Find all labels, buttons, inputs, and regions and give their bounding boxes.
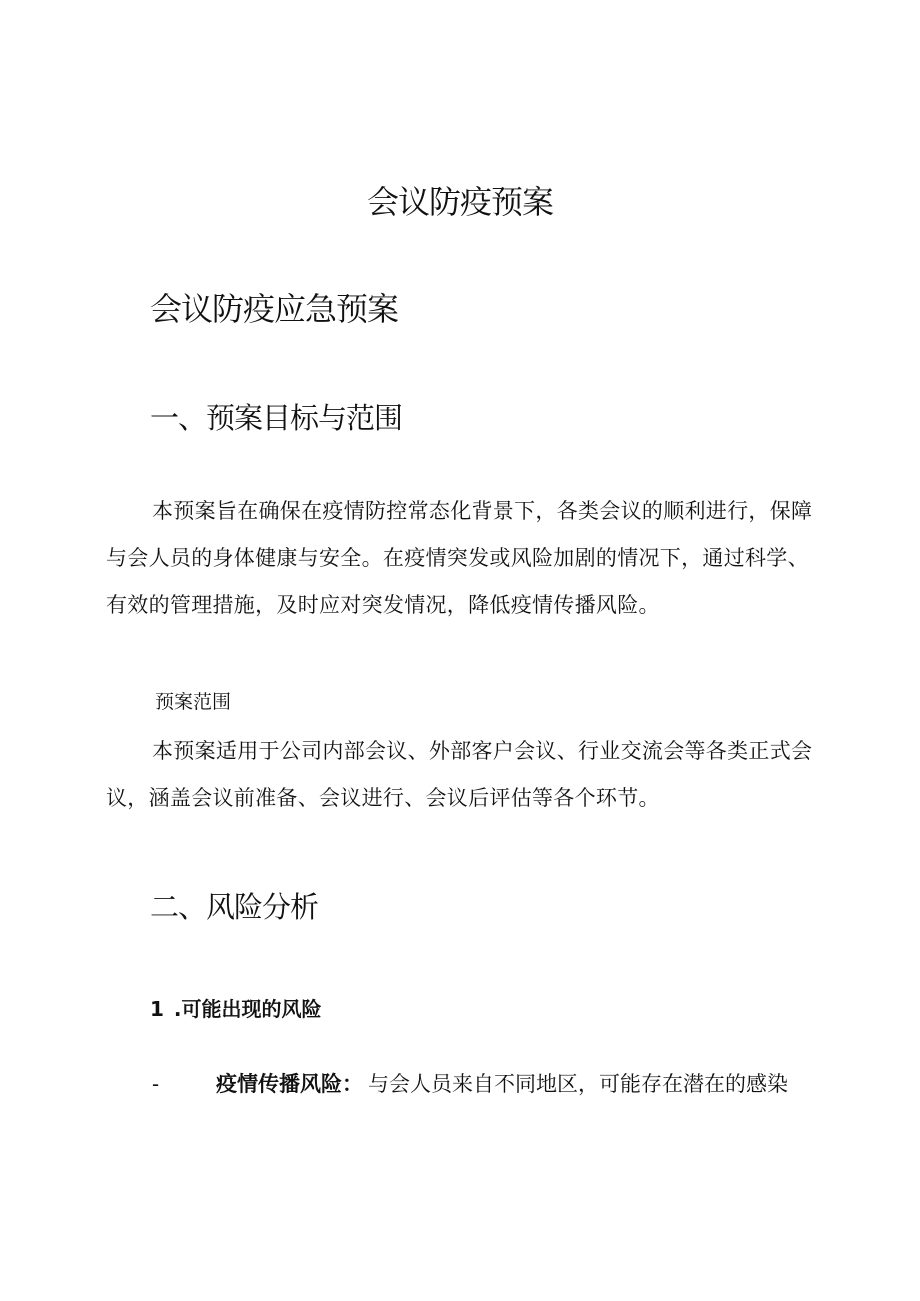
bullet-text: 与会人员来自不同地区，可能存在潜在的感染 [368,1072,788,1096]
bullet-marker: - [152,1072,160,1096]
scope-paragraph-text: 本预案适用于公司内部会议、外部客户会议、行业交流会等各类正式会议，涵盖会议前准备、会议进行、会议后评估等各个环节。 [106,739,813,810]
section-heading-goals-scope: 一、预案目标与范围 [150,401,403,435]
section-heading-risk-analysis: 二、风险分析 [150,890,319,924]
item-number: 1 [150,997,164,1021]
bullet-label: 疫情传播风险： [216,1072,363,1096]
item-title: .可能出现的风险 [173,997,322,1021]
numbered-item-possible-risks [150,995,322,1023]
goals-paragraph-text: 本预案旨在确保在疫情防控常态化背景下，各类会议的顺利进行，保障与会人员的身体健康与安全。在疫情突发或风险加剧的情况下，通过科学、有效的管理措施，及时应对突发情况，降低疫情传播风险。 [106,499,813,617]
scope-paragraph [106,728,826,822]
bullet-item-transmission-risk [152,1064,832,1104]
scope-label: 预案范围 [155,691,232,713]
document-subtitle: 会议防疫应急预案 [150,290,399,328]
goals-paragraph [106,488,826,629]
document-title: 会议防疫预案 [366,183,553,221]
